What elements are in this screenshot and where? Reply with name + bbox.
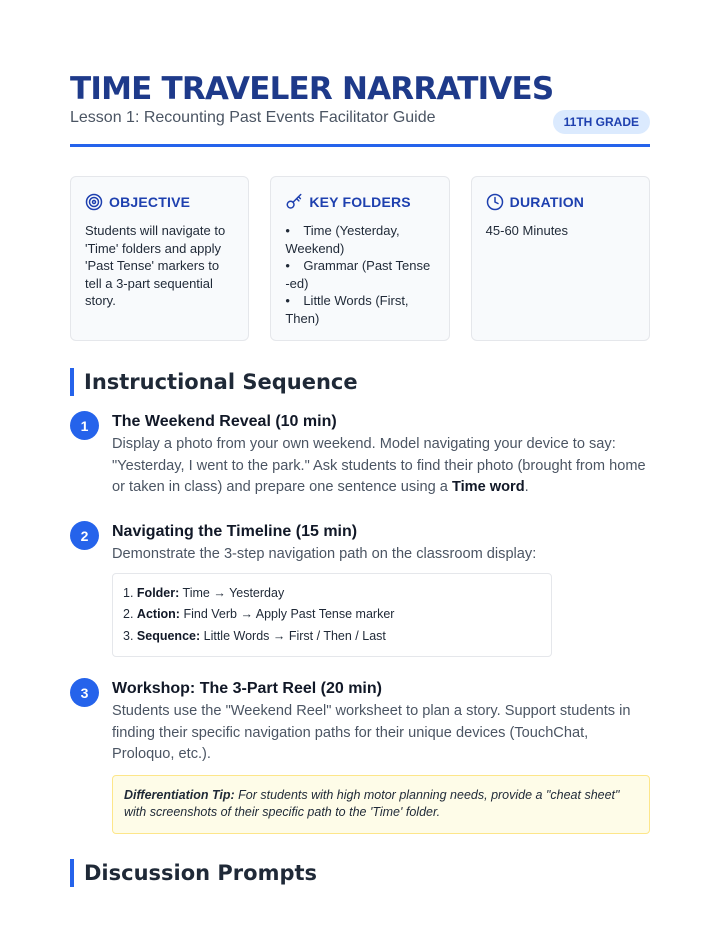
page-title: TIME TRAVELER NARRATIVES [70,71,554,107]
duration-card [471,176,650,341]
objective-text: Students will navigate to 'Time' folders and apply 'Past Tense' markers to tell a 3-part sequential story. [85,223,226,309]
list-item: • Time (Yesterday, Weekend) [285,222,434,257]
list-item: • Little Words (First, Then) [285,292,434,327]
path-step: 2. Action: Find Verb → Apply Past Tense marker [123,607,395,621]
step-description: Demonstrate the 3-step navigation path on the classroom display: [112,546,537,562]
header-divider [70,144,650,147]
step-title: Navigating the Timeline (15 min) [112,523,358,540]
step-2 [70,521,650,657]
step-1 [70,411,650,499]
page-subtitle: Lesson 1: Recounting Past Events Facilitator Guide [70,109,436,126]
differentiation-tip [112,775,650,834]
duration-text: 45-60 Minutes [485,223,569,238]
path-step: 3. Sequence: Little Words → First / Then / Last [123,628,386,643]
objective-card [70,176,249,341]
step-number-badge: 2 [70,521,99,550]
step-description: Students use the "Weekend Reel" worksheet to plan a story. Support students in finding their specific navigation paths for their unique devices (TouchChat, Proloquo, etc.). [112,703,631,762]
step-description: Display a photo from your own weekend. Model navigating your device to say: "Yesterday, I went to the park." Ask students to find their photo (brought from home or taken in class) and prepare one sentence using a Time word. [112,436,646,495]
key-folders-list [285,222,434,328]
step-title: Workshop: The 3-Part Reel (20 min) [112,680,382,697]
instructional-sequence-heading: Instructional Sequence [70,368,650,396]
duration-title: DURATION [509,194,585,210]
objective-title: OBJECTIVE [109,194,191,210]
target-icon [85,193,103,211]
step-3 [70,678,650,834]
step-number-badge: 1 [70,411,99,440]
key-icon [285,193,303,211]
clock-icon [486,193,504,211]
emphasis-text: Time word [451,479,525,495]
step-number-badge: 3 [70,678,99,707]
tip-text: For students with high motor planning needs, provide a "cheat sheet" with screenshots of their specific path to the 'Time' folder. [124,787,620,819]
step-title: The Weekend Reveal (10 min) [112,413,337,430]
discussion-prompts-heading: Discussion Prompts [70,859,650,887]
key-folders-title: KEY FOLDERS [309,194,411,210]
navigation-path-box [112,573,552,658]
path-step: 1. Folder: Time → Yesterday [123,585,285,600]
list-item: • Grammar (Past Tense -ed) [285,257,434,292]
key-folders-card [270,176,449,341]
tip-label: Differentiation Tip: [124,787,235,802]
grade-badge: 11TH GRADE [553,110,650,134]
page-header [70,70,650,128]
summary-cards [70,176,650,341]
